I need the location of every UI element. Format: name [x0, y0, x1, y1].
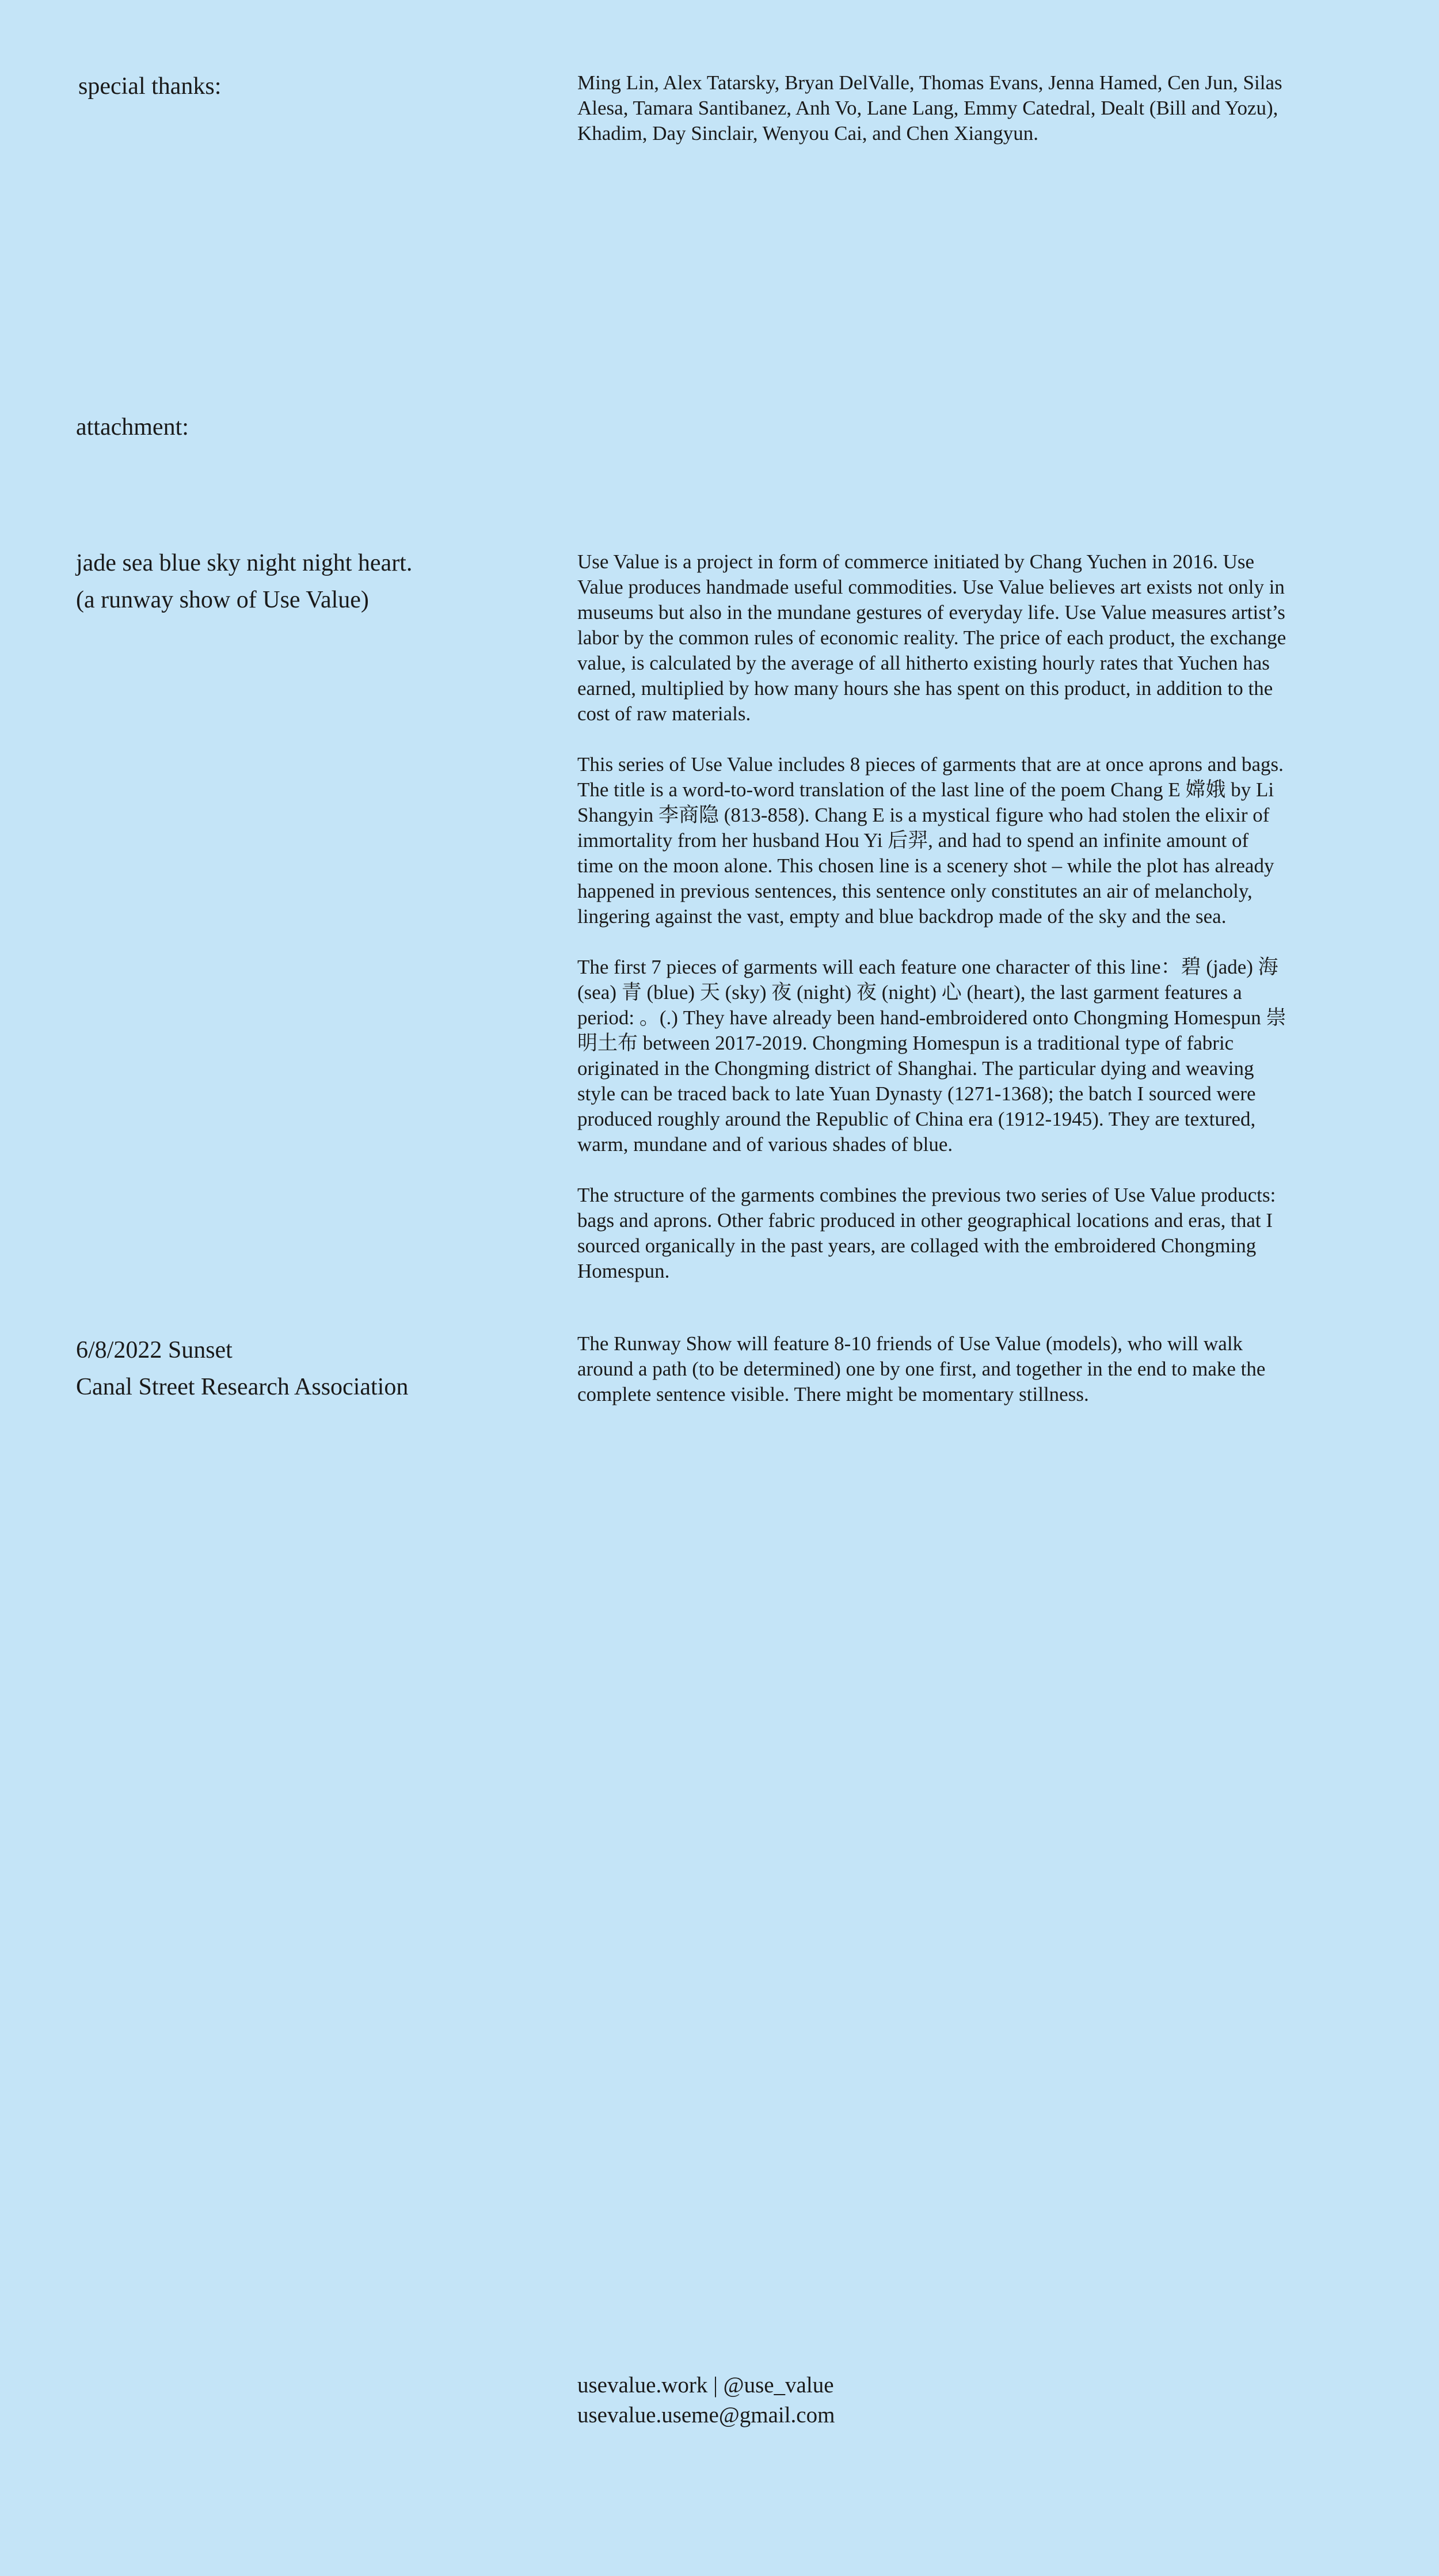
website-link[interactable]: usevalue.work | @use_value [577, 2373, 834, 2398]
event-block [76, 1332, 408, 1405]
paragraph-series: This series of Use Value includes 8 pieces of garments that are at once aprons and bags. The title is a word-to-word translation of the last line of the poem Chang E 嫦娥 by Li Shangyin 李商隐 (813-858). Chang E is a mystical figure who had stolen the elixir of immortality from her husband Hou Yi 后羿, and had to spend an infinite amount of time on the moon alone. This chosen line is a scenery shot – while the plot has already happened in previous sentences, this sentence only constitutes an air of melancholy, lingering against the vast, empty and blue backdrop made of the sky and the sea. [577, 753, 1284, 928]
email-link[interactable]: usevalue.useme@gmail.com [577, 2403, 835, 2427]
attachment-label: attachment: [76, 414, 189, 440]
event-date: 6/8/2022 Sunset [76, 1337, 233, 1363]
contact-block [577, 2370, 835, 2430]
show-description [577, 549, 1288, 1284]
runway-paragraph: The Runway Show will feature 8-10 friends of Use Value (models), who will walk around a path (to be determined) one by one first, and together in the end to make the complete sentence visible. There might be momentary stillness. [577, 1332, 1266, 1405]
special-thanks-names: Ming Lin, Alex Tatarsky, Bryan DelValle, Thomas Evans, Jenna Hamed, Cen Jun, Silas Alesa, Tamara Santibanez, Anh Vo, Lane Lang, Emmy Catedral, Dealt (Bill and Yozu), Khadim, Day Sinclair, Wenyou Cai, and Chen Xiangyun. [577, 71, 1282, 145]
special-thanks-label: special thanks: [78, 73, 222, 100]
paragraph-use-value: Use Value is a project in form of commerce initiated by Chang Yuchen in 2016. Use Value produces handmade useful commodities. Use Value believes art exists not only in museums but also in the mundane gestures of everyday life. Use Value measures artist’s labor by the common rules of economic reality. The price of each product, the exchange value, is calculated by the average of all hitherto existing hourly rates that Yuchen has earned, multiplied by how many hours she has spent on this product, in addition to the cost of raw materials. [577, 550, 1286, 725]
event-venue: Canal Street Research Association [76, 1374, 409, 1400]
show-title: jade sea blue sky night night heart. [76, 550, 413, 576]
paragraph-garments: The first 7 pieces of garments will each feature one character of this line：碧 (jade) 海 (sea) 青 (blue) 天 (sky) 夜 (night) 夜 (night) 心 (heart), the last garment features a period: 。(.) They have already been hand-embroidered onto Chongming Homespun 崇明土布 between 2017-2019. Chongming Homespun is a traditional type of fabric originated in the Chongming district of Shanghai. The particular dying and weaving style can be traced back to late Yuan Dynasty (1271-1368); the batch I sourced were produced roughly around the Republic of China era (1912-1945). They are textured, warm, mundane and of various shades of blue. [577, 956, 1286, 1156]
paragraph-structure: The structure of the garments combines the previous two series of Use Value products: bags and aprons. Other fabric produced in other geographical locations and eras, that I sourced organically in the past years, are collaged with the embroidered Chongming Homespun. [577, 1184, 1276, 1282]
show-title-block [76, 545, 412, 618]
show-subtitle: (a runway show of Use Value) [76, 587, 369, 613]
